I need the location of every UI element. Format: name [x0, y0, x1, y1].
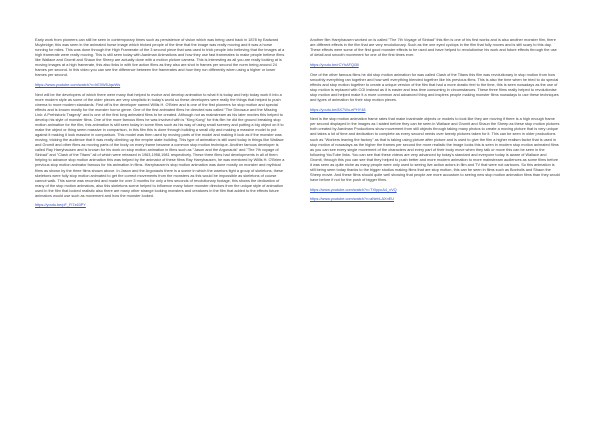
body-paragraph: Next is the stop motion animation frame rates that make inanimate objects or models to look like they are moving if there is a high enough frame per second displayed in the images as I stated before they can be seen in Wallace and Gromit and Shaun the Sheep as these stop motion pictures both created by Aardman Productions show movement from still objects through taking many photos to create a moving picture that is very unique and takes a lot of time and dedication to complete as every second needs over twenty pictures taken for it. This can be seen in older productions such as "Workers leaving the factory" as that is taking using picture after picture and is used to give the film a higher realism factor that is used in stop motion of nowadays as the higher the frames per second the more realistic the image looks this is seen in modern stop motion animated films as you can see every single movement of the characters and every part of their body move when they talk or move this can be seen in the following YouTube links. You can see that these videos are very advanced by today's standard and everyone today is aware of Wallace and Gromit, through this you can see that they helped to push better and more modern animation to more mainstream audiences as some films before it was seen as quite niche as many people were only used to seeing live action actors in film and TV that were not cartoons. So this animation is still being seen today thanks to the bigger studios making films that are stop motion, this can be seen in films such as Boxtrolls and Shaun the Sheep movie. And these films should quite well showing that people are more accustom to seeing new stop motion animation films than they would have before if not for the push of bigger films.	[310, 117, 560, 182]
right-column	[310, 38, 560, 207]
youtube-link[interactable]: https://www.youtube.com/watch?v=TXIppcA4_xVQ	[310, 187, 397, 192]
youtube-link[interactable]: https://youtu.be/8X7Wu-ePHY48	[310, 107, 366, 112]
left-column	[35, 38, 285, 213]
youtube-link[interactable]: https://www.youtube.com/watch?v=hE0W5JqwWs	[35, 82, 121, 87]
youtube-link[interactable]: https://youtu.be/rCYhAFQi3ll	[310, 62, 359, 67]
body-paragraph: Another film Harryhausen worked on is called "The 7th Voyage of Sinbad" this film is one of his first works and is also another monster film, there are different effects in the film that are very revolutionary. Such as the one eyed cyclops in the film that fully moves and is still scary to this day. These effects were some of the first good monster effects to be used and have helped to revolutionise his work and future effects through the use of detail and smooth movement for one of the first times ever.	[310, 38, 557, 58]
body-paragraph: Early work from pioneers can still be seen in contemporary times such as persistence of vision which was being used back in 1878 by Eadward Muybridge; this was seen in the animated horse image which tricked people of the time that the image was really moving and it was a horse running for miles. This was done through the High Framerate of the 3 second piece that was used to trick people into believing that the images at a high framerate were really moving. This is still seen today with Aardman Animations and how they use fast framerates to make people believe films like Wallace and Gromit and Shaun the Sheep are actually done with a motion picture camera. This is interesting as all you are really looking at is moving images at a high framerate, this also links in with live action films as they also are shot in frames per second the norm being around 24 frames per second. In this video you can see the difference between the framerates and how they run differently when using a higher or lower frames per second.	[35, 38, 285, 78]
body-paragraph: Next will be the developers of which there were many that helped to evolve and develop animation to what it is today and help today work it into a more modern style as some of the older pieces are very simplistic in today's world so these developers were really the things that helped to push cinema to more modern standards. First off is the developer named Willis H. O'Brien and is one of the first pioneers for stop motion and special effects and is known mostly for the monster horror genre. One of the first animated films he directed was called "The Dinosaur and the Missing Link: A Prehistoric Tragedy" and is one of the first long animated films to be created. Although not as mainstream as his later movies this helped to develop his style of monster films. One of the more famous films he was involved with is "King Kong" for this film he did the ground breaking stop motion animation for the film, this animation is still seen today in some films such as his way of using small scenery and putting a big object on it to make the object or thing seem massive in comparison, in this film this is done through building a small city and making a massive model to put against it making it look massive in comparison. This model was then used by moving parts of the model and making it look as if the monster was moving, tricking the audience that it was really climbing up the empire state building. This type of animation is still used today in things like Wallace and Gromit and other films as moving parts of the body on every frame became a common stop motion technique. Another famous developer is called Ray Harryhausen and is known for his work on stop motion animation in films such as "Jason and the Argonauts" and "The 7th voyage of Sinbad" and "Clash of the Titans" all of which were released in 1963,1958,1981 respectively. These three films had developments in all of them helping to advance stop motion animation this was helped by the animator of these films Ray Harryhausen, he was mentored by Willis H. O'Brien a previous stop motion animator famous for his animation in films. Harryhausen's stop motion animation was done mostly on monster and mythical films as shown by the three films shown above. In Jason and the Argonauts there is a scene in which the warriors fight a group of skeletons, these skeletons were fully stop motion animated to get the correct movements from the monsters as this would be impossible as skeletons of course cannot walk. This scene was recorded and made for over 3 months for only a few seconds of revolutionary footage, this shows the dedication of many of the stop motion animators, also this skeletons scene helped to influence many future monster directors from the unique style of animation used in the film that looked realistic also there are many other strange looking monsters and creatures in the film that added to the effects future animators would use such as movement and how the monster looked.	[35, 92, 285, 198]
body-paragraph: One of the other famous films he did stop motion animation for was called Clash of the Titans this film was revolutionary in stop motion from how smoothly everything ran together and how well everything blended together like his previous films. This is also the time when he tried to do special effects and stop motion together to create a unique version of the film that had a more drastic feel to the time, this is seen nowadays as the use of stop motion is replaced with CGI instead as it is easier and less time consuming in circumstances. These three films really helped to revolutionise stop motion and helped make it a more common and advanced thing and inspires people making monster films nowadays to use these techniques and types of animation for their stop motion pieces.	[310, 72, 559, 102]
youtube-link[interactable]: https://www.youtube.com/watch?v=aNehLAXnEU	[310, 197, 395, 202]
youtube-link[interactable]: https://youtu.be/pF_FI7z63PY	[35, 203, 86, 208]
